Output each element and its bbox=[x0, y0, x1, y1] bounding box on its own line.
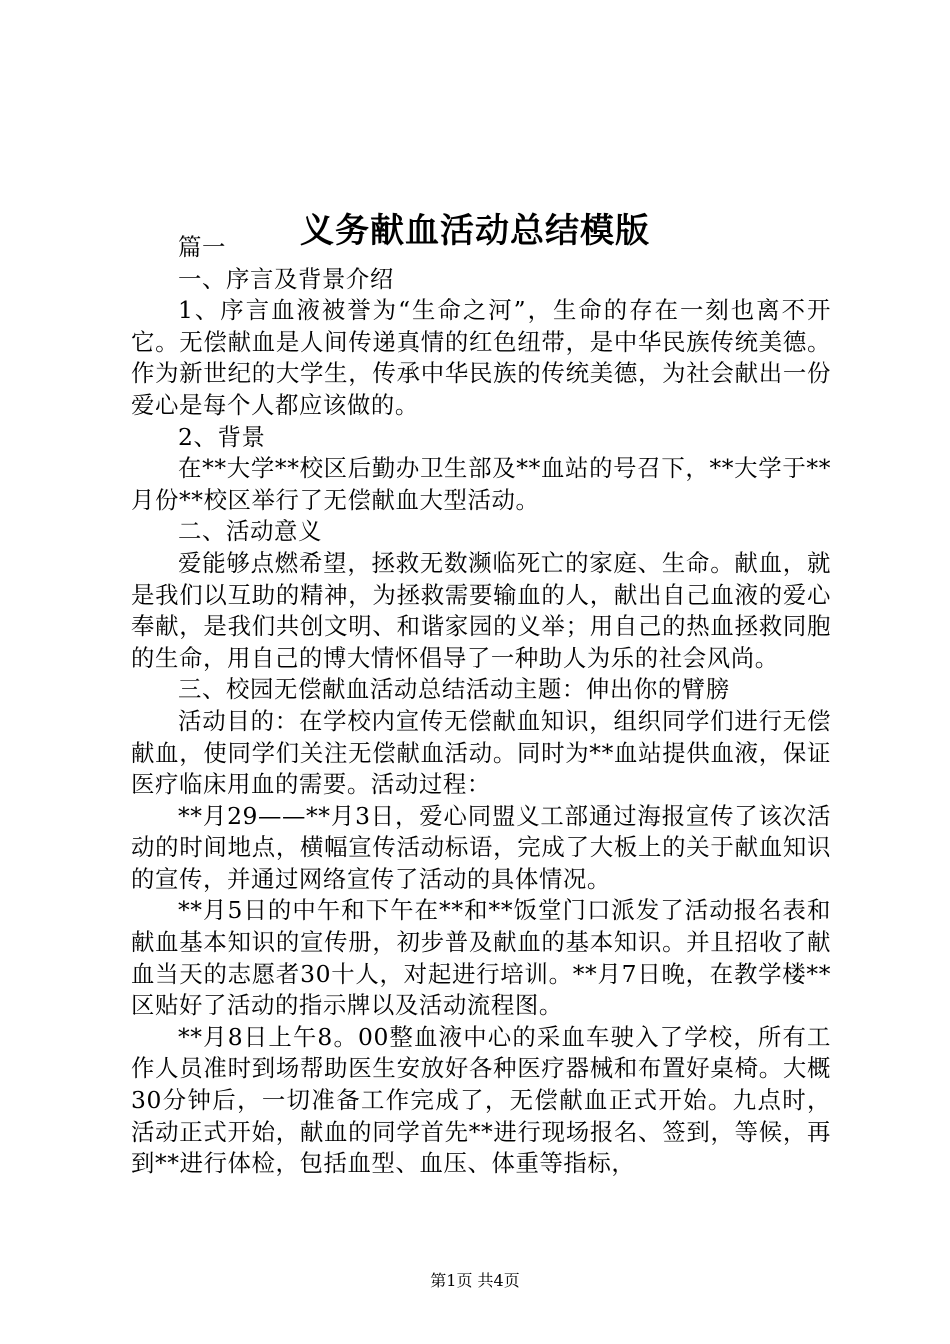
paragraph-section-label: 篇一 bbox=[178, 233, 226, 261]
heading-activity-theme: 三、校园无偿献血活动总结活动主题：伸出你的臂膀 bbox=[178, 675, 730, 704]
paragraph-background: 在**大学**校区后勤办卫生部及**血站的号召下，**大学于**月份**校区举行了无偿献血大型活动。 bbox=[131, 454, 831, 514]
document-body bbox=[131, 232, 831, 1180]
heading-activity-significance: 二、活动意义 bbox=[178, 517, 322, 546]
page-number-footer: 第1页 共4页 bbox=[430, 1271, 520, 1290]
paragraph-activity-purpose: 活动目的：在学校内宣传无偿献血知识，组织同学们进行无偿献血，使同学们关注无偿献血活动。同时为**血站提供血液，保证医疗临床用血的需要。活动过程： bbox=[131, 706, 831, 799]
paragraph-process-publicity: **月29——**月3日，爱心同盟义工部通过海报宣传了该次活动的时间地点，横幅宣传活动标语，完成了大板上的关于献血知识的宣传，并通过网络宣传了活动的具体情况。 bbox=[131, 801, 831, 893]
paragraph-process-donation-day: **月8日上午8。00整血液中心的采血车驶入了学校，所有工作人员准时到场帮助医生安放好各种医疗器械和布置好桌椅。大概30分钟后，一切准备工作完成了，无偿献血正式开始。九点时，活动正式开始，献血的同学首先**进行现场报名、签到，等候，再到**进行体检，包括血型、血压、体重等指标， bbox=[131, 1022, 831, 1178]
paragraph-preface: 1、序言血液被誉为“生命之河”，生命的存在一刻也离不开它。无偿献血是人间传递真情的红色纽带，是中华民族传统美德。作为新世纪的大学生，传承中华民族的传统美德，为社会献出一份爱心是每个人都应该做的。 bbox=[131, 296, 831, 419]
heading-background: 2、背景 bbox=[178, 422, 266, 451]
paragraph-significance: 爱能够点燃希望，拯救无数濒临死亡的家庭、生命。献血，就是我们以互助的精神，为拯救需要输血的人，献出自己血液的爱心奉献，是我们共创文明、和谐家园的义举；用自己的热血拯救同胞的生命，用自己的博大情怀倡导了一种助人为乐的社会风尚。 bbox=[131, 548, 831, 672]
document-title: 义务献血活动总结模版 bbox=[300, 210, 650, 251]
heading-preface-background: 一、序言及背景介绍 bbox=[178, 264, 394, 293]
paragraph-process-registration: **月5日的中午和下午在**和**饭堂门口派发了活动报名表和献血基本知识的宣传册，初步普及献血的基本知识。并且招收了献血当天的志愿者30十人，对起进行培训。**月7日晚，在教学楼**区贴好了活动的指示牌以及活动流程图。 bbox=[131, 896, 831, 1020]
